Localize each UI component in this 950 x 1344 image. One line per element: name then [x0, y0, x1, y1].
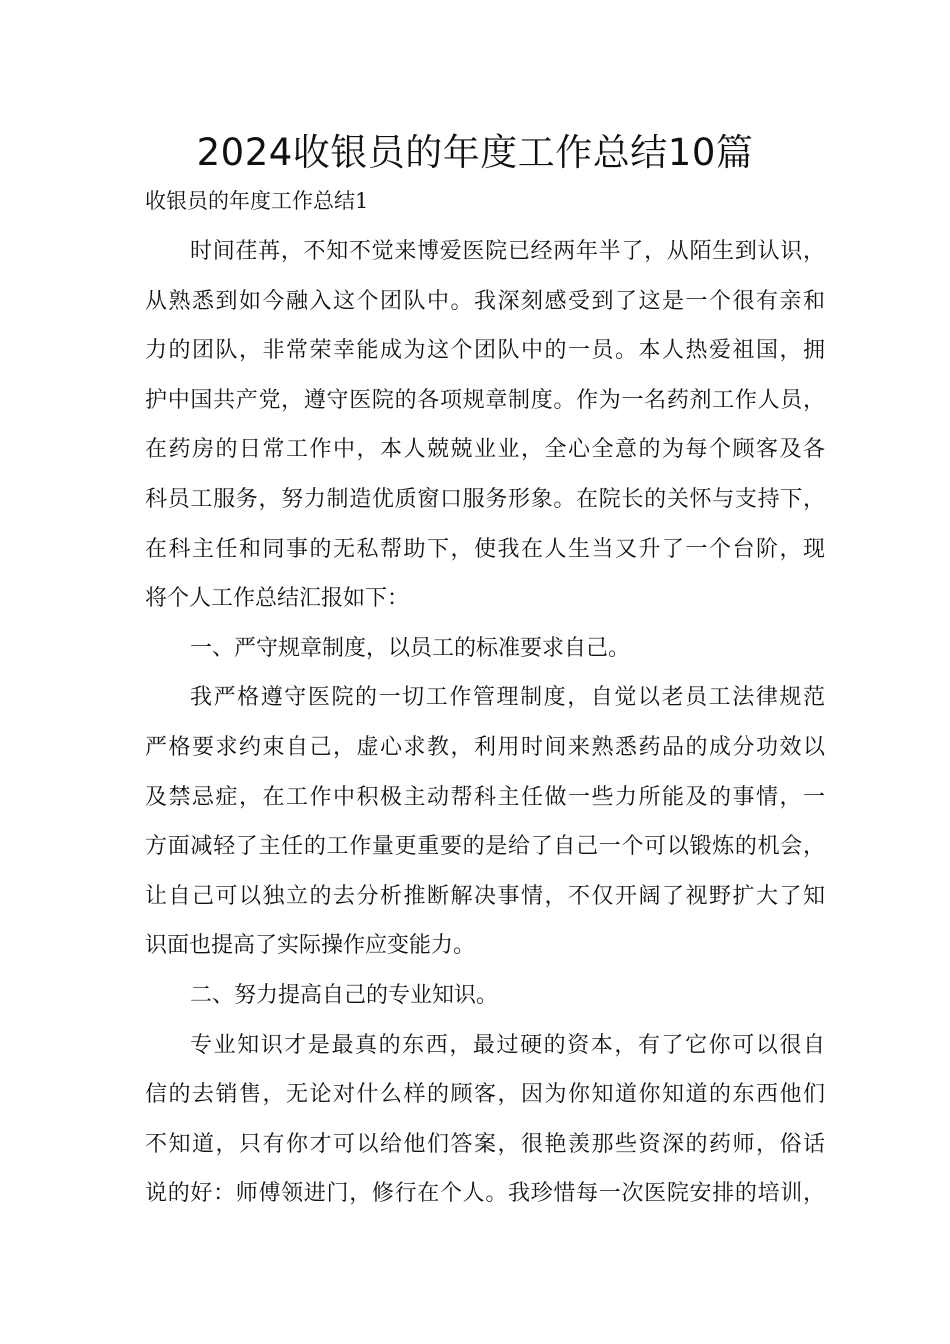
text-line: 不知道，只有你才可以给他们答案，很艳羡那些资深的药师，俗话 — [145, 1132, 825, 1157]
text-line: 科员工服务，努力制造优质窗口服务形象。在院长的关怀与支持下， — [145, 487, 825, 512]
text-line: 识面也提高了实际操作应变能力。 — [145, 933, 476, 958]
text-line: 说的好：师傅领进门，修行在个人。我珍惜每一次医院安排的培训， — [145, 1181, 825, 1206]
text-line: 一、严守规章制度，以员工的标准要求自己。 — [190, 636, 631, 661]
text-line: 严格要求约束自己，虚心求教，利用时间来熟悉药品的成分功效以 — [145, 735, 825, 760]
text-line: 将个人工作总结汇报如下： — [145, 586, 410, 611]
text-line: 力的团队，非常荣幸能成为这个团队中的一员。本人热爱祖国，拥 — [145, 338, 825, 363]
document-title: 2024收银员的年度工作总结10篇 — [196, 131, 754, 174]
text-line: 在科主任和同事的无私帮助下，使我在人生当又升了一个台阶，现 — [145, 537, 825, 562]
text-line: 让自己可以独立的去分析推断解决事情，不仅开阔了视野扩大了知 — [145, 884, 825, 909]
text-line: 信的去销售，无论对什么样的顾客，因为你知道你知道的东西他们 — [145, 1082, 825, 1107]
text-line: 从熟悉到如今融入这个团队中。我深刻感受到了这是一个很有亲和 — [145, 289, 825, 314]
text-line: 时间荏苒，不知不觉来博爱医院已经两年半了，从陌生到认识， — [190, 239, 825, 264]
text-line: 二、努力提高自己的专业知识。 — [190, 983, 499, 1008]
text-line: 护中国共产党，遵守医院的各项规章制度。作为一名药剂工作人员， — [145, 388, 825, 413]
text-line: 我严格遵守医院的一切工作管理制度，自觉以老员工法律规范 — [190, 685, 825, 710]
text-line: 在药房的日常工作中，本人兢兢业业，全心全意的为每个顾客及各 — [145, 437, 825, 462]
text-line: 专业知识才是最真的东西，最过硬的资本，有了它你可以很自 — [190, 1033, 825, 1058]
text-line: 及禁忌症，在工作中积极主动帮科主任做一些力所能及的事情，一 — [145, 785, 825, 810]
section-heading: 收银员的年度工作总结1 — [145, 189, 369, 213]
text-line: 方面减轻了主任的工作量更重要的是给了自己一个可以锻炼的机会， — [145, 834, 825, 859]
